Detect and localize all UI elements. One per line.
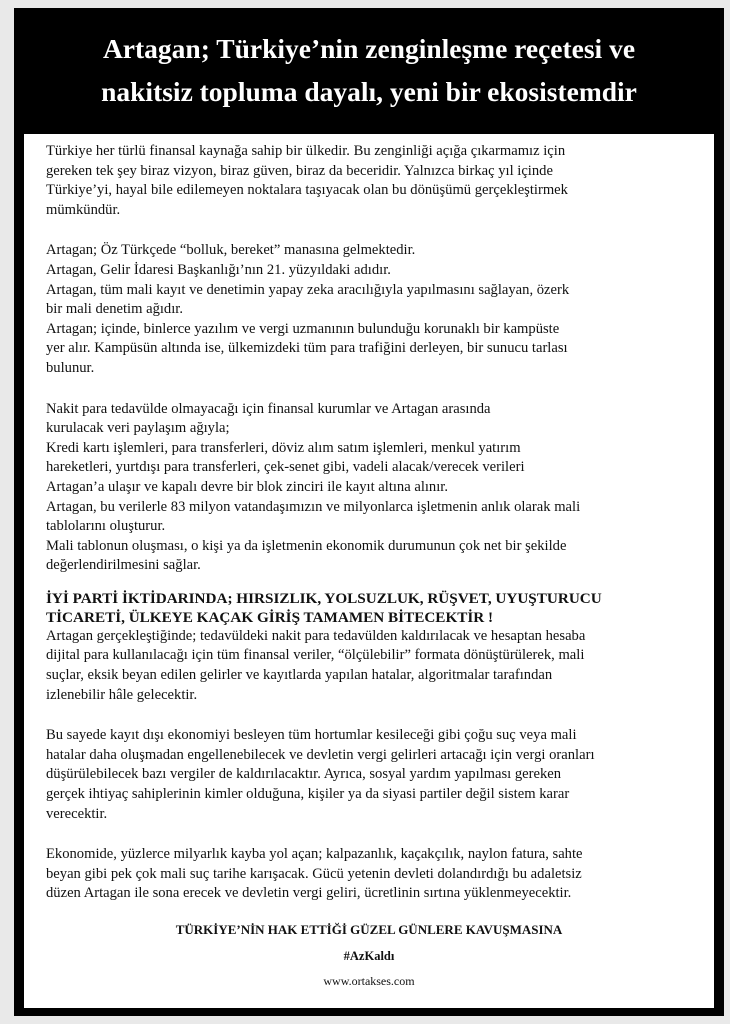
article-sheet [24,134,714,1008]
data-flow-paragraph: Nakit para tedavülde olmayacağı için finansal kurumlar ve Artagan arasında kurulacak veri paylaşım ağıyla; Kredi kartı işlemleri, para transferleri, döviz alım satım işlemleri, menkul yatırım hareketleri, yurtdışı para transferleri, çek-senet gibi, vadeli alacak/verecek verileri Artagan’a ulaşır ve kapalı devre bir blok zinciri ile kayıt altına alınır. Artagan, bu verilerle 83 milyon vatandaşımızın ve milyonlarca işletmenin anlık olarak mali tablolarını oluşturur. Mali tablonun oluşması, o kişi ya da işletmenin ekonomik durumunun çok net bir şekilde değerlendirilmesini sağlar. [46,400,581,574]
article-body [46,142,690,904]
intro-paragraph: Türkiye her türlü finansal kaynağa sahip bir ülkedir. Bu zenginliği açığa çıkarmamız için gereken tek şey biraz vizyon, biraz güven, biraz da beceridir. Yalnızca birkaç yıl içinde Türkiye’yi, hayal bile edilemeyen noktalara taşıyacak olan bu dönüşümü gerçekleştirmek mümkündür. [46,143,568,218]
footer-hashtag: #AzKaldı [343,949,395,963]
footer-slogan: TÜRKİYE’NİN HAK ETTİĞİ GÜZEL GÜNLERE KAVUŞMASINA [175,922,563,937]
page-title: Artagan; Türkiye’nin zenginleşme reçetesi ve nakitsiz topluma dayalı, yeni bir ekosistemdir [101,33,637,107]
header-banner [14,8,724,132]
announcement-heading: İYİ PARTİ İKTİDARINDA; HIRSIZLIK, YOLSUZLUK, RÜŞVET, UYUŞTURUCU TİCARETİ, ÜLKEYE KAÇAK GİRİŞ TAMAMEN BİTECEKTİR ! [46,589,602,626]
conclusion-paragraph: Ekonomide, yüzlerce milyarlık kayba yol açan; kalpazanlık, kaçakçılık, naylon fatura, sahte beyan gibi pek çok mali suç tarihe karışacak. Gücü yetenin devleti dolandırdığı bu adaletsiz düzen Artagan ile sona erecek ve devletin vergi geliri, ücretlinin sırtına yüklenmeyecektir. [46,846,583,902]
implementation-paragraph: Artagan gerçekleştiğinde; tedavüldeki nakit para tedavülden kaldırılacak ve hesaptan hesaba dijital para kullanılacağı için tüm finansal veriler, “ölçülebilir” formata dönüştürülerek, mali suçlar, eksik beyan edilen gelirler ve kayıtlarda yapılan hatalar, algoritmalar tarafından izlenebilir hâle gelecektir. [46,627,586,703]
article-footer [24,920,714,990]
definitions-paragraph: Artagan; Öz Türkçede “bolluk, bereket” manasına gelmektedir. Artagan, Gelir İdaresi Başkanlığı’nın 21. yüzyıldaki adıdır. Artagan, tüm mali kayıt ve denetimin yapay zeka aracılığıyla yapılmasını sağlayan, özerk bir mali denetim ağıdır. Artagan; içinde, binlerce yazılım ve vergi uzmanının bulunduğu korunaklı bir kampüste yer alır. Kampüsün altında ise, ülkemizdeki tüm para trafiğini derleyen, bir sunucu tarlası bulunur. [46,242,570,376]
benefits-paragraph: Bu sayede kayıt dışı ekonomiyi besleyen tüm hortumlar kesileceği gibi çoğu suç veya mali hatalar daha oluşmadan engellenebilecek ve devletin vergi gelirleri artacağı için vergi oranları düşürülebilecek bazı vergiler de kaldırılacaktır. Ayrıca, sosyal yardım yapılması gereken gerçek ihtiyaç sahiplerinin kimler olduğuna, kişiler ya da siyasi partiler değil sistem karar verecektir. [46,727,595,822]
footer-url: www.ortakses.com [323,974,415,988]
